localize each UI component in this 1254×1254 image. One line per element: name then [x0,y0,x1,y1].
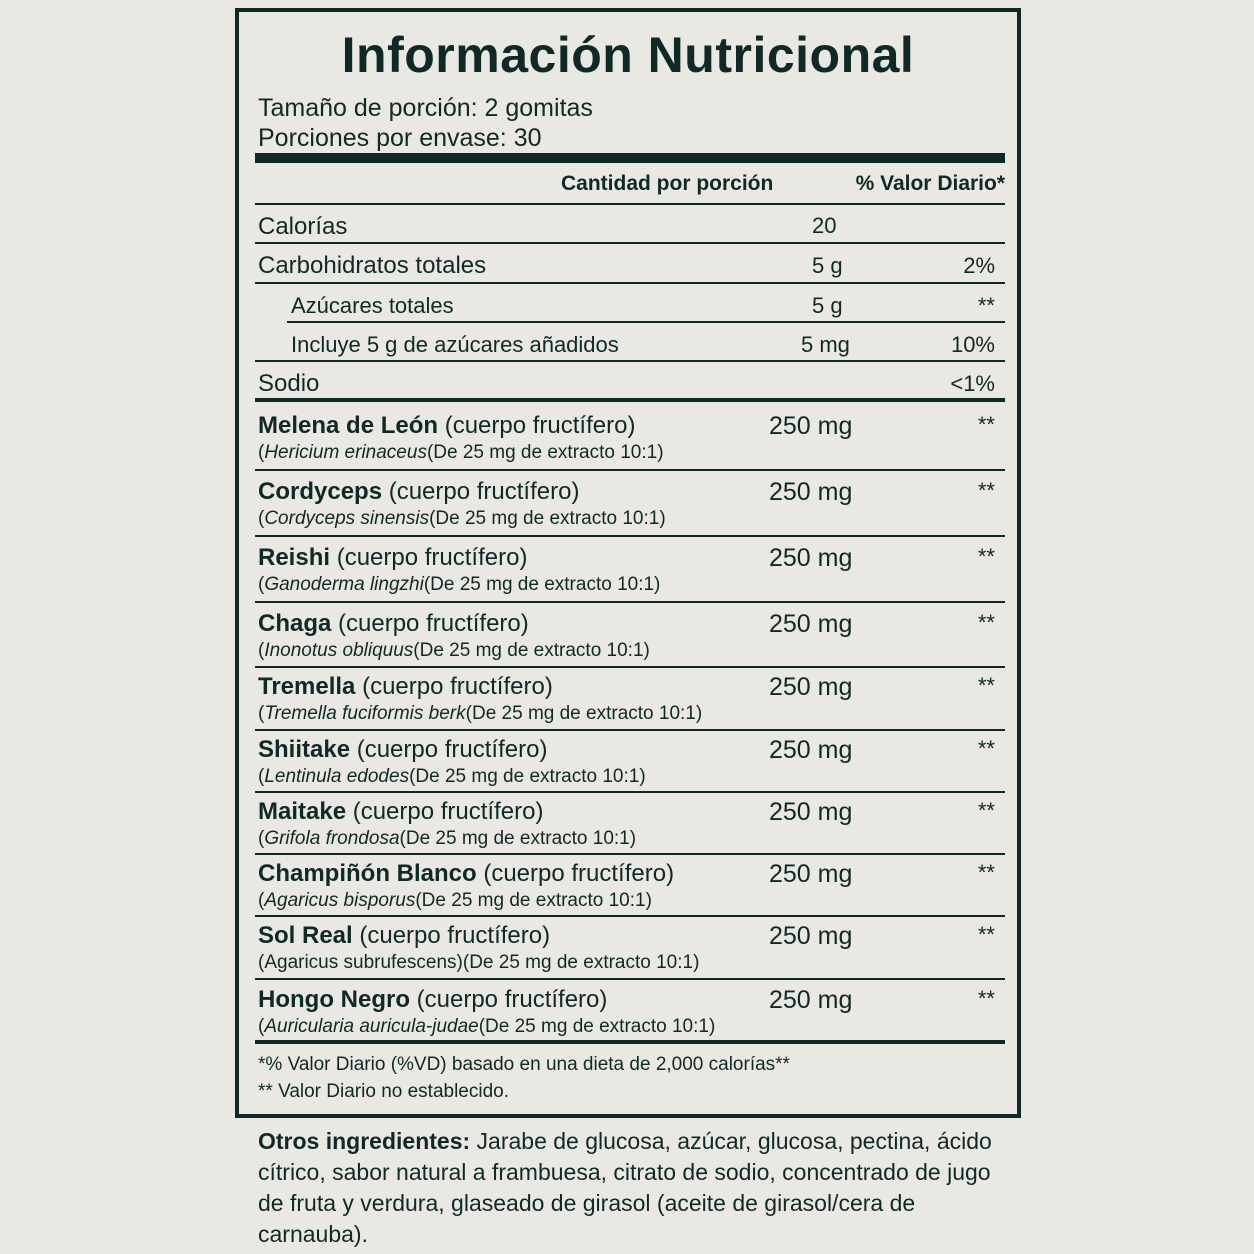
scientific-name: Agaricus bisporus [264,890,416,911]
serving-size: Tamaño de porción: 2 gomitas [258,94,593,122]
extract-info: (De 25 mg de extracto 10:1) [409,766,646,787]
divider [287,321,1005,323]
ingredient-dv: ** [977,478,995,503]
footnote-daily-value: *% Valor Diario (%VD) basado en una dieta de 2,000 calorías** [258,1054,790,1075]
ingredient-amount: 250 mg [769,478,853,506]
ingredient-dv: ** [977,673,995,698]
divider [255,360,1005,362]
ingredient-desc: (cuerpo fructífero) [346,798,544,825]
extract-info: (De 25 mg de extracto 10:1) [478,1016,716,1037]
nutrient-dv: 10% [950,332,995,357]
divider [255,242,1005,244]
divider [255,282,1005,284]
nutrient-name: Calorías [258,213,348,240]
nutrient-name: Sodio [258,370,320,397]
ingredient-name: Champiñón Blanco [258,860,477,887]
divider [255,978,1005,980]
nutrient-name: Azúcares totales [291,293,454,318]
divider [255,853,1005,855]
nutrient-amount: 5 g [812,293,843,318]
ingredient-desc: (cuerpo fructífero) [476,860,675,887]
ingredient-amount: 250 mg [769,544,853,572]
scientific-name: Ganoderma lingzhi [264,574,424,595]
divider [255,729,1005,731]
ingredient-desc: (cuerpo fructífero) [438,412,636,439]
ingredient-name: Cordyceps [258,478,383,505]
ingredient-desc: (cuerpo fructífero) [352,922,551,949]
extract-info: (De 25 mg de extracto 10:1) [413,640,650,661]
ingredient-amount: 250 mg [769,412,853,440]
nutrient-amount: 5 mg [801,332,850,357]
daily-value-header: % Valor Diario* [855,172,1005,195]
ingredient-dv: ** [977,544,995,569]
nutrient-amount: 20 [812,213,837,238]
divider [255,203,1005,205]
ingredient-desc: (cuerpo fructífero) [331,610,529,637]
nutrient-dv: ** [977,293,995,318]
divider [255,666,1005,668]
nutrient-dv: <1% [950,371,995,396]
scientific-name: Lentinula edodes [264,766,410,787]
ingredient-desc: (cuerpo fructífero) [330,544,528,571]
ingredient-dv: ** [977,412,995,437]
ingredient-amount: 250 mg [769,860,853,888]
divider [255,601,1005,603]
ingredient-desc: (cuerpo fructífero) [355,673,553,700]
ingredient-dv: ** [977,610,995,635]
extract-info: (De 25 mg de extracto 10:1) [465,703,703,724]
divider [255,915,1005,917]
ingredient-name: Tremella [258,673,356,700]
amount-per-serving-header: Cantidad por porción [561,172,774,195]
nutrient-dv: 2% [963,253,995,278]
ingredient-desc: (cuerpo fructífero) [350,736,548,763]
scientific-name: (Agaricus subrufescens)(De 25 mg de extracto 10:1) [258,952,700,973]
ingredient-desc: (cuerpo fructífero) [382,478,580,505]
scientific-name: Grifola frondosa [264,828,400,849]
ingredient-dv: ** [977,922,995,947]
divider [255,398,1005,402]
ingredient-amount: 250 mg [769,673,853,701]
ingredient-amount: 250 mg [769,986,853,1014]
other-ingredients-label: Otros ingredientes: [258,1128,471,1154]
ingredient-dv: ** [977,736,995,761]
ingredient-dv: ** [977,798,995,823]
other-ingredients-text: Jarabe de glucosa, azúcar, glucosa, pectina, ácido cítrico, sabor natural a frambuesa, citrato de sodio, concentrado de jugo de fruta y verdura, glaseado de girasol (aceite de girasol/cera de carnauba). [258,1128,992,1247]
scientific-name: Hericium erinaceus [264,442,427,463]
servings-per-container: Porciones por envase: 30 [258,124,542,152]
scientific-name: Tremella fuciformis berk [264,703,466,724]
ingredient-desc: (cuerpo fructífero) [409,986,608,1013]
ingredient-name: Maitake [258,798,347,825]
ingredient-name: Sol Real [258,922,353,949]
ingredient-amount: 250 mg [769,610,853,638]
other-ingredients [258,1126,998,1250]
ingredient-name: Chaga [258,610,332,637]
scientific-name: Auricularia auricula-judae [264,1016,479,1037]
footnote-not-established: ** Valor Diario no establecido. [258,1081,510,1102]
extract-info: (De 25 mg de extracto 10:1) [426,442,664,463]
ingredient-name: Reishi [258,544,331,571]
panel-title: Información Nutricional [341,27,915,83]
extract-info: (De 25 mg de extracto 10:1) [415,890,652,911]
divider [255,791,1005,793]
nutrition-facts-panel: Información Nutricional Tamaño de porción: 2 gomitas Porciones por envase: 30 Cantidad por porción % Valor Diario* Calorías 20 Carbohidratos totales 5 g 2% Azúcares totales 5 g ** Incluye 5 g de azúcares añadidos 5 mg 10% Sodio <1% Melena de León (cuerpo fructífero) (Hericium erinaceus(De 25 mg de extracto 10:1) 250 mg ** Cordyceps (cuerpo fructífero) (Cordyceps sinensis(De 25 mg de extracto 10:1) 250 mg ** Reishi (cuerpo fructífero) (Ganoderma lingzhi(De 25 mg de extracto 10:1) 250 mg ** Chaga (cuerpo fructífero) (Inonotus obliquus(De 25 mg de extracto 10:1) 250 mg ** Tremella (cuerpo fructífero) (Tremella fuciformis berk(De 25 mg de extracto 10:1) 250 mg ** Shiitake (cuerpo fructífero) (Lentinula edodes(De 25 mg de extracto 10:1) 250 mg ** Maitake (cuerpo fructífero) (Grifola frondosa(De 25 mg de extracto 10:1) 250 mg ** Champiñón Blanco (cuerpo fructífero) (Agaricus bisporus(De 25 mg de extracto 10:1) 250 mg ** Sol Real (cuerpo fructífero) (Agaricus subrufescens)(De 25 mg de extracto 10:1) 250 mg ** Hongo Negro (cuerpo fructífero) (Auricularia auricula-judae(De 25 mg de extracto 10:1) 250 mg ** *% Valor Diario (%VD) basado en una dieta de 2,000 calorías** ** Valor Diario no establecido. [235,8,1021,1118]
ingredient-amount: 250 mg [769,798,853,826]
ingredient-name: Shiitake [258,736,351,763]
extract-info: (De 25 mg de extracto 10:1) [423,574,661,595]
divider [255,469,1005,471]
scientific-name: Cordyceps sinensis [264,508,430,529]
ingredient-name: Hongo Negro [258,986,410,1013]
ingredient-amount: 250 mg [769,736,853,764]
scientific-name: Inonotus obliquus [264,640,414,661]
ingredient-dv: ** [977,986,995,1011]
divider [255,535,1005,537]
extract-info: (De 25 mg de extracto 10:1) [399,828,637,849]
nutrient-amount: 5 g [812,253,843,278]
thick-divider [255,153,1005,163]
nutrient-name: Incluye 5 g de azúcares añadidos [291,332,619,357]
ingredient-dv: ** [977,860,995,885]
nutrient-name: Carbohidratos totales [258,252,487,279]
ingredient-amount: 250 mg [769,922,853,950]
extract-info: (De 25 mg de extracto 10:1) [429,508,666,529]
divider [255,1040,1005,1044]
ingredient-name: Melena de León [258,412,439,439]
